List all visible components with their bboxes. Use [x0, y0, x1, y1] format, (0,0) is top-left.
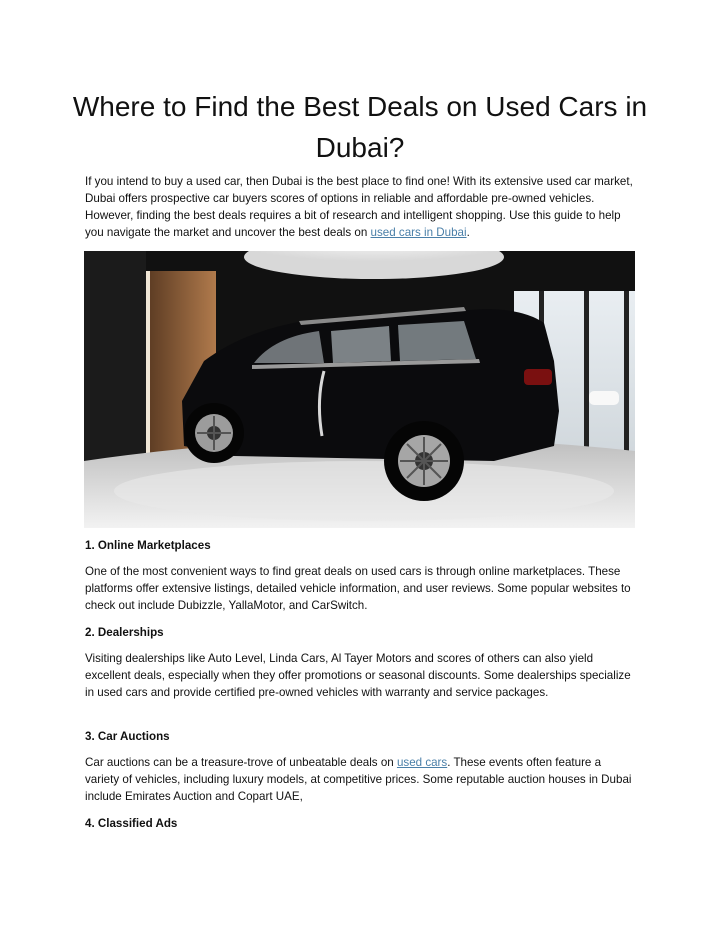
section-2-heading: 2. Dealerships [85, 626, 164, 639]
section-3-heading: 3. Car Auctions [85, 730, 170, 743]
section-3-text [85, 754, 637, 805]
section-4-heading: 4. Classified Ads [85, 817, 178, 830]
page-title: Where to Find the Best Deals on Used Cars in Dubai? [72, 91, 648, 163]
section-3-text-after: . These events often feature a variety of vehicles, including luxury models, at competitive prices. Some reputable auction houses in Dubai include Emirates Auction and Copart UAE, [85, 756, 632, 803]
section-1-text: One of the most convenient ways to find great deals on used cars is through online marketplaces. These platforms offer extensive listings, detailed vehicle information, and user reviews. Some popular websites to check out include Dubizzle, YallaMotor, and CarSwitch. [85, 565, 631, 612]
used-cars-in-dubai-link[interactable]: used cars in Dubai [370, 226, 467, 239]
intro-text: If you intend to buy a used car, then Dubai is the best place to find one! With its extensive used car market, Dubai offers prospective car buyers scores of options in reliable and affordable pre-owned vehicles. However, finding the best deals requires a bit of research and intelligent shopping. Use this guide to help you navigate the market and uncover the best deals on [85, 175, 633, 239]
intro-paragraph [85, 173, 637, 241]
car-photo [84, 251, 635, 528]
section-2-text: Visiting dealerships like Auto Level, Linda Cars, Al Tayer Motors and scores of others can also yield excellent deals, especially when they offer promotions or seasonal discounts. Some dealerships specialize in used cars and provide certified pre-owned vehicles with warranty and service packages. [85, 652, 631, 699]
intro-end: . [466, 226, 470, 239]
section-1-heading: 1. Online Marketplaces [85, 539, 211, 552]
section-3-text-before: Car auctions can be a treasure-trove of unbeatable deals on [85, 756, 397, 769]
used-cars-link[interactable]: used cars [396, 756, 448, 769]
